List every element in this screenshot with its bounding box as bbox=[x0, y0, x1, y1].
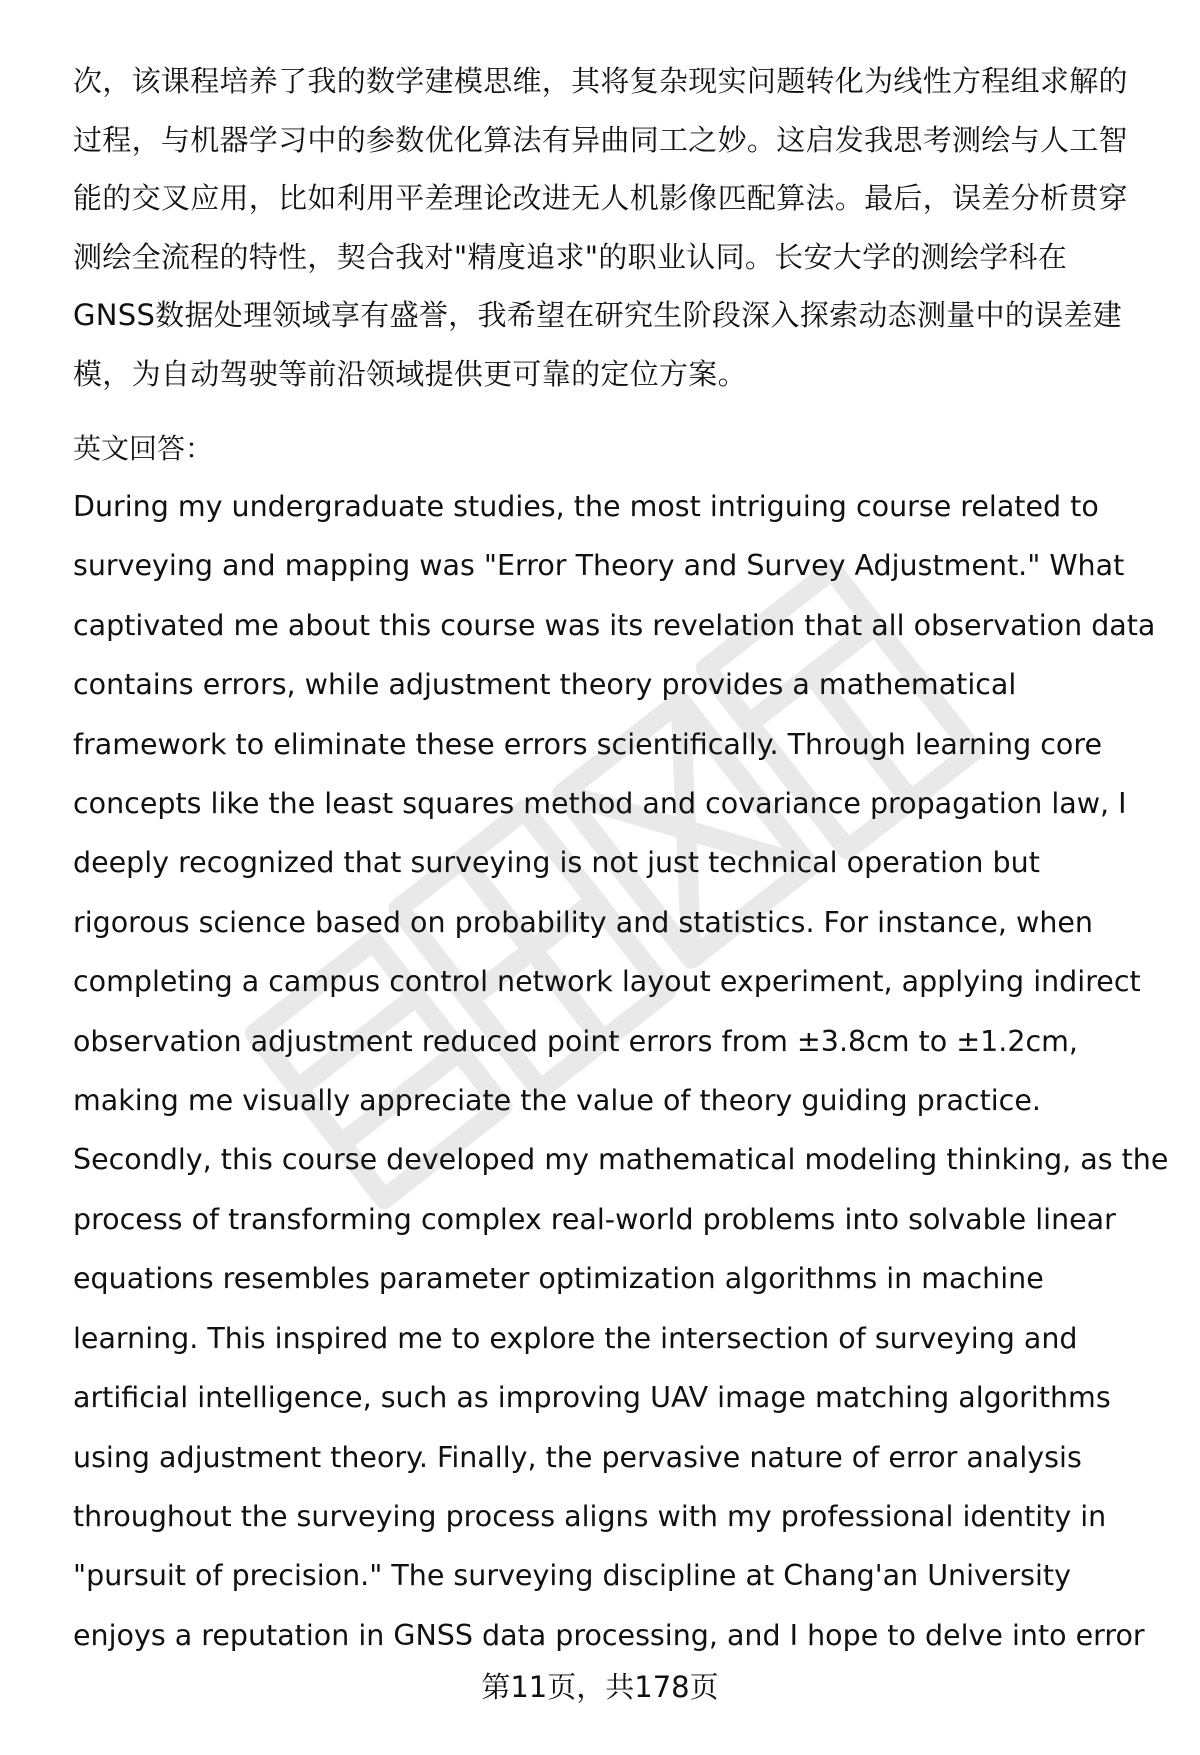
english-answer-heading: 英文回答： bbox=[73, 432, 214, 465]
english-answer-line: concepts like the least squares method and covariance propagation law, I bbox=[73, 787, 1127, 821]
english-answer-paragraph bbox=[73, 477, 1169, 1665]
chinese-answer-line: GNSS数据处理领域享有盛誉，我希望在研究生阶段深入探索动态测量中的误差建 bbox=[73, 298, 1123, 332]
english-answer-line: observation adjustment reduced point errors from ±3.8cm to ±1.2cm, bbox=[73, 1024, 1078, 1058]
chinese-answer-line: 次，该课程培养了我的数学建模思维，其将复杂现实问题转化为线性方程组求解的 bbox=[73, 64, 1128, 98]
english-answer-line: framework to eliminate these errors scientifically. Through learning core bbox=[73, 727, 1102, 761]
english-answer-line: throughout the surveying process aligns with my professional identity in bbox=[73, 1499, 1107, 1533]
chinese-answer-line: 测绘全流程的特性，契合我对"精度追求"的职业认同。长安大学的测绘学科在 bbox=[73, 239, 1068, 274]
english-answer-line: artificial intelligence, such as improving UAV image matching algorithms bbox=[73, 1381, 1111, 1415]
english-answer-line: During my undergraduate studies, the most intriguing course related to bbox=[73, 490, 1099, 523]
english-answer-line: process of transforming complex real-world problems into solvable linear bbox=[73, 1202, 1116, 1236]
chinese-answer-line: 过程，与机器学习中的参数优化算法有异曲同工之妙。这启发我思考测绘与人工智 bbox=[73, 122, 1128, 157]
chinese-answer-line: 模，为自动驾驶等前沿领域提供更可靠的定位方案。 bbox=[73, 356, 747, 391]
chinese-answer-line: 能的交叉应用，比如利用平差理论改进无人机影像匹配算法。最后，误差分析贯穿 bbox=[73, 181, 1128, 215]
english-answer-line: equations resembles parameter optimization algorithms in machine bbox=[73, 1262, 1044, 1296]
english-answer-line: "pursuit of precision." The surveying discipline at Chang'an University bbox=[73, 1559, 1071, 1593]
english-answer-line: enjoys a reputation in GNSS data processing, and I hope to delve into error bbox=[73, 1618, 1145, 1652]
english-answer-line: surveying and mapping was "Error Theory and Survey Adjustment." What bbox=[73, 549, 1125, 583]
english-answer-line: completing a campus control network layout experiment, applying indirect bbox=[73, 965, 1141, 999]
english-answer-line: deeply recognized that surveying is not just technical operation but bbox=[73, 846, 1040, 880]
chinese-answer-paragraph bbox=[73, 52, 1153, 403]
english-answer-line: contains errors, while adjustment theory provides a mathematical bbox=[73, 668, 1017, 702]
english-answer-line: using adjustment theory. Finally, the pervasive nature of error analysis bbox=[73, 1440, 1082, 1474]
page-number-footer: 第11页，共178页 bbox=[481, 1670, 719, 1704]
english-answer-line: making me visually appreciate the value of theory guiding practice. bbox=[73, 1084, 1041, 1118]
english-answer-line: captivated me about this course was its revelation that all observation data bbox=[73, 608, 1156, 642]
english-answer-line: learning. This inspired me to explore the intersection of surveying and bbox=[73, 1321, 1078, 1355]
english-answer-line: Secondly, this course developed my mathematical modeling thinking, as the bbox=[73, 1143, 1169, 1177]
main-content bbox=[73, 52, 1169, 1665]
english-answer-line: rigorous science based on probability and statistics. For instance, when bbox=[73, 905, 1093, 939]
